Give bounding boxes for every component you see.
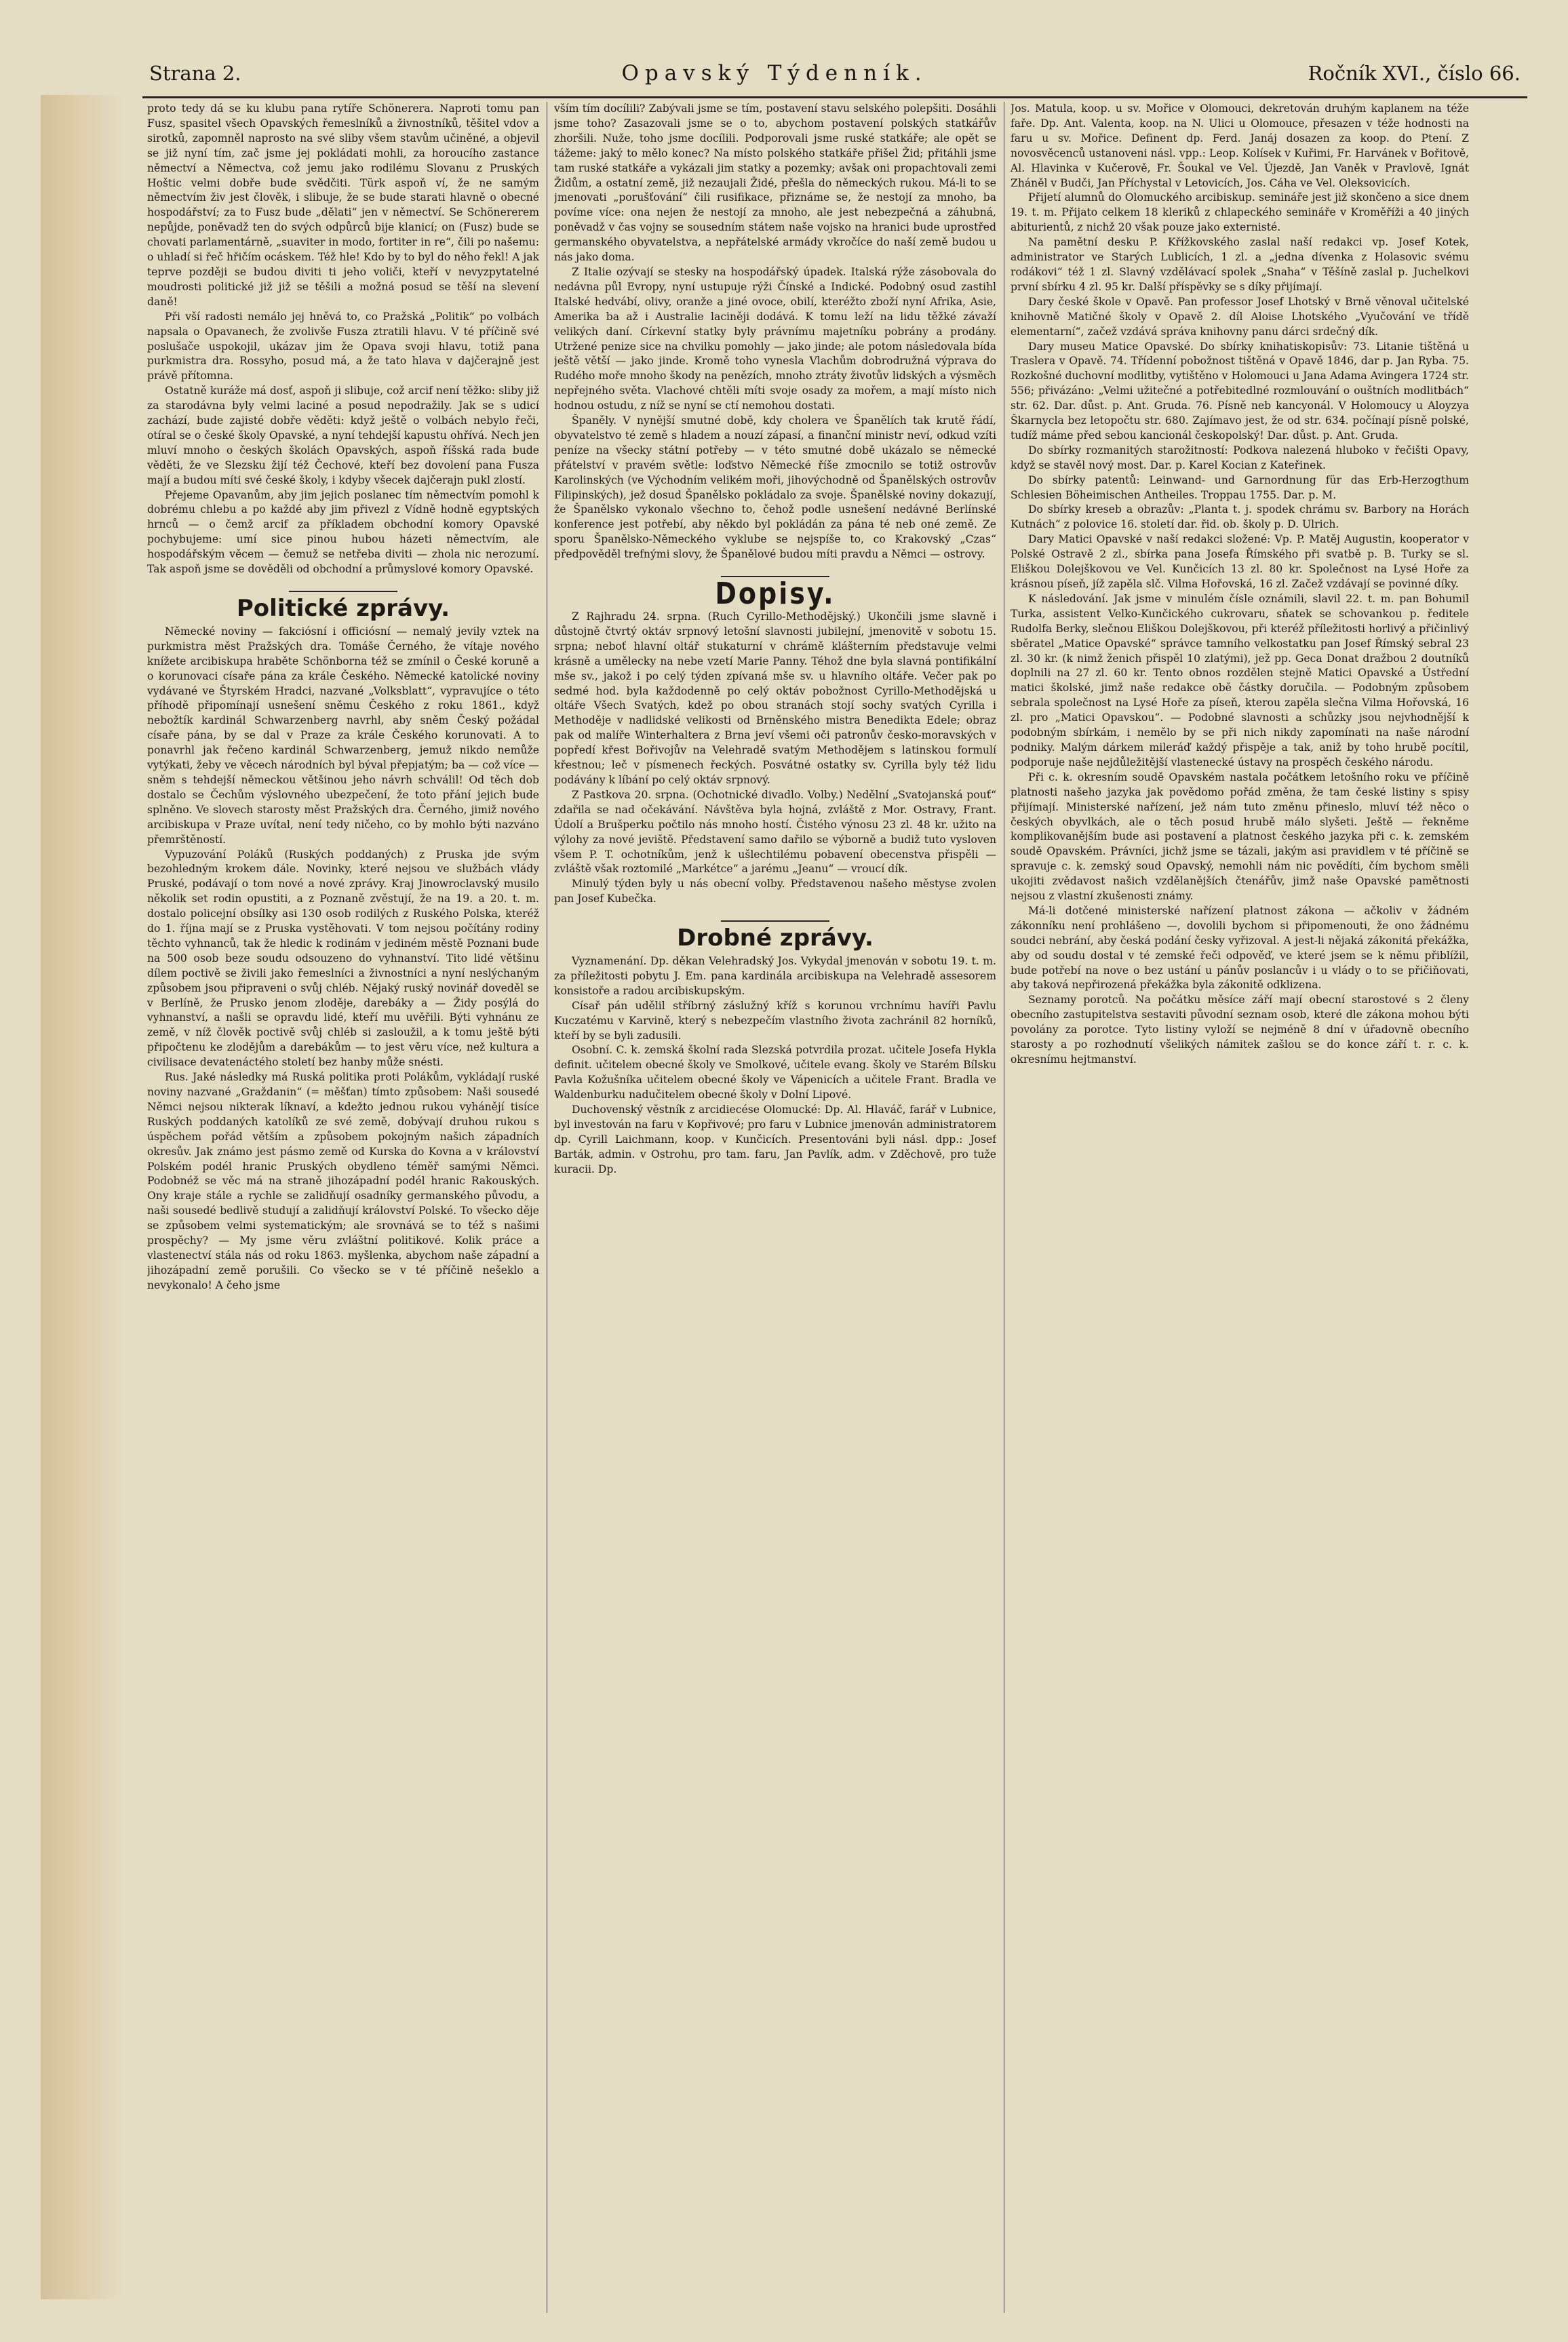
column-3 (1011, 102, 1469, 2309)
paragraph: Seznamy porotců. Na počátku měsíce září mají obecní starostové s 2 členy obecního zastupitelstva sestaviti původní seznam osob, které dle zákona mohou býti povolány za porotce. Tyto listiny vyloží se nejméně 8 dní v úřadovně obecního starosty a po rozhodnutí všelikých námitek zašlou se do konce září t. r. c. k. okresnímu hejtmanství. (1011, 994, 1469, 1066)
paragraph: Dary Matici Opavské v naší redakci složené: Vp. P. Matěj Augustin, kooperator v Polské Ostravě 2 zl., sbírka pana Josefa Římského při svatbě p. B. Turky se sl. Eliškou Dolejškovou ve Vel. Kunčicích 13 zl. 80 kr. Společnost na Lysé Hoře za krásnou píseň, jíž zapěla slč. Vilma Hořovská, 16 zl. Začež vzdávají se povinné díky. (1011, 533, 1469, 590)
paragraph: Vypuzování Poláků (Ruských poddaných) z Pruska jde svým bezohledným krokem dále. Novinky, které nejsou ve službách vlády Pruské, podávají o tom nové a nové zprávy. Kraj Jinowroclavský musilo několik set rodin opustiti, a z Poznaně zvěstují, že na 19. a 20. t. m. dostalo policejní obsílky asi 130 osob rodilých z Ruského Polska, kteréž do 1. října mají se z Pruska vystěhovati. V tom nejsou počítány rodiny těchto vyhnanců, tak že hledic k rodinám v jediném městě Poznani bude na 500 osob beze soudu odsouzeno do vyhnanství. Tito lidé většinu dílem poctivě se živili jako řemeslníci a živnostníci a nyní neslýchaným způsobem jsou připraveni o svůj chléb. Nějaký ruský novinář doveděl se v Berlíně, že Prusko jenom zloděje, darebáky a — Židy posýlá do vyhnanství, a našli se opravdu lidé, kteří mu uvěřili. Býti vyhnánu ze země, v níž člověk poctivě svůj chléb si zasloužil, a k tomu ještě býti připočtenu ke zlodějům a darebákům — to jest věru více, než kultura a civilisace devatenáctého století bez hanby může snésti. (147, 848, 539, 1069)
paragraph: Do sbírky rozmanitých starožitností: Podkova nalezená hluboko v řečišti Opavy, když se stavěl nový most. Dar. p. Karel Kocian z Kateřinek. (1011, 444, 1469, 471)
paragraph: Přijetí alumnů do Olomuckého arcibiskup. semináře jest již skončeno a sice dnem 19. t. m. Přijato celkem 18 kleriků z chlapeckého semináře v Kroměříži a 40 jiných abiturientů, z nichž 20 však pouze jako externisté. (1011, 191, 1469, 234)
paragraph: Na pamětní desku P. Křížkovského zaslal naší redakci vp. Josef Kotek, administrator ve Starých Lublicích, 1 zl. a „jedna dívenka z Holasovic svému rodákovi“ též 1 zl. Slavný vzdělávací spolek „Snaha“ v Těšíně zaslal p. Juchelkovi první sbírku 4 zl. 95 kr. Další příspěvky se s díky přijímají. (1011, 236, 1469, 293)
paragraph: Má-li dotčené ministerské nařízení platnost zákona — ačkoliv v žádném zákonníku není prohlášeno —, dovolili bychom si připomenouti, že ono žádnému soudci nebrání, aby česká podání česky vyřizoval. A jest-li nějaká zákonitá překážka, aby od soudu dostal v té zemské řeči odpověď, ve které jsem se k němu přiblížil, bude potřebí na nove o bez ustání u pánův poslancův i u vlády o to se přičiňovati, aby taková nepřirozená překážka byla zákonitě odklizena. (1011, 904, 1469, 992)
section-heading-small-news: Drobné zprávy. (677, 924, 874, 952)
section-rule (289, 591, 397, 592)
paragraph: Osobní. C. k. zemská školní rada Slezská potvrdila prozat. učitele Josefa Hykla definit. učitelem obecné školy ve Smolkové, učitele evang. školy ve Starém Bílsku Pavla Kožušníka učitelem obecné školy ve Vápenicích a učitele Frant. Bradla ve Waldenburku nadučitelem obecné školy v Dolní Lipové. (554, 1044, 996, 1101)
newspaper-title: Opavský Týdenník. (621, 61, 928, 85)
paragraph: K následování. Jak jsme v minulém čísle oznámili, slavil 22. t. m. pan Bohumil Turka, assistent Velko-Kunčického cukrovaru, sňatek se schovankou p. ředitele Rudolfa Berky, slečnou Eliškou Dolejškovou, při kteréž příležitosti horlivý a přičinlivý sběratel „Matice Opavské“ správce tamního velkostatku pan Josef Římský sebral 23 zl. 30 kr. (k nimž ženich přispěl 10 zlatými), jež pp. Geca Donat dražbou 2 doutníků doplnili na 27 zl. 60 kr. Tento obnos rozdělen stejně Matici Opavské a Ústřední matici školské, jimž naše redakce obě částky doručila. — Podobným způsobem sebrala společnost na Lysé Hoře za píseň, kterou zapěla slečna Vilma Hořovská, 16 zl. pro „Matici Opavskou“. — Podobné slavnosti a schůzky jsou nejvhodnější k podobným sbírkám, i nemělo by se při nich nikdy zapomínati na naše národní podniky. Malým dárkem mileráď každý přispěje a tak, aniž by toho hrubě pocítil, podporuje naše nejdůležitější vlastenecké ústavy na prospěch českého národu. (1011, 592, 1469, 768)
paragraph: Z Rajhradu 24. srpna. (Ruch Cyrillo-Methodějský.) Ukončili jsme slavně i důstojně čtvrtý oktáv srpnový letošní slavnosti jubilejní, jmenovitě v sobotu 15. srpna; neboť hlavní oltář stukaturní v chrámě klášterním představuje velmi krásně a uměleckу na nebe vzetí Marie Panny. Téhož dne byla slavná pontifikální mše sv., jakož i po celý týden zpívaná mše sv. u hlavního oltáře. Večer pak po sedmé hod. byla každodenně po celý oktáv pobožnost Cyrillo-Methodějská u oltáře Všech Svatých, kdež po obou stranách stojí sochy svatých Cyrilla i Methoděje v nadlidské velikosti od Brněnského mistra Benedikta Edele; obraz pak od malíře Winterhaltera z Brna jeví všemi oči patronův česko-moravských v popředí křest Bořivojův na Velehradě svatým Methodějem s latinskou formulí křestnou; leč v písmenech řeckých. Posvátné ostatky sv. Cyrilla byly též lidu podávány k líbání po celý oktáv srpnový. (554, 610, 996, 786)
paragraph: Císař pán udělil stříbrný záslužný kříž s korunou vrchnímu havíři Pavlu Kuczatému v Karvině, který s nebezpečím vlastního života zachránil 82 horníků, kteří by se byli zadusili. (554, 999, 996, 1042)
paragraph: Při c. k. okresním soudě Opavském nastala počátkem letošního roku ve příčině platnosti našeho jazyka jak povědomo pořád změna, že tam české listiny s spisy přijímají. Ministerské nařízení, jež nám tuto změnu přineslo, mluví též něco o českých obyvlkách, ale o těch posud hrubě málo slyšeti. Ještě — řekněme komplikovanějším bude asi postavení a platnost českého jazyka při c. k. zemském soudě Opavském. Právníci, jichž jsme se tázali, jakým asi pravidlem v té příčině se spravuje c. k. zemský soud Opavský, nemohli nám nic povědíti, čím bychom směli ukojiti zvědavost našich vzdělanějších čtenářův, jimž naše Opavské pamětnosti nejsou z vlastní zkušenosti známy. (1011, 770, 1469, 903)
paragraph: Do sbírky patentů: Leinwand- und Garnordnung für das Erb-Herzogthum Schlesien Böheimischen Antheiles. Troppau 1755. Dar. p. M. (1011, 473, 1469, 501)
paragraph: vším tím docílili? Zabývali jsme se tím, postavení stavu selského polepšiti. Dosáhli jsme toho? Zasazovali jsme se o to, abychom postavení polských statkářův zhoršili. Nuže, toho jsme docílili. Podporovali jsme ruské statkáře; ale opět se tážeme: jaký to mělo konec? Na místo polského statkáře přišel Žid; přitáhli jsme tam ruské statkáře a vykázali jim statky a pozemky; avšak oni propachtovali zemi Židům, a ostatní země, již nezaujali Židé, přešla do německých rukou. Má-li to se jmenovati „porušťování“ čili rusifikace, přiznáme se, že nestojí za mnoho, ba povíme více: ona nejen že nestojí za mnoho, ale jest nebezpečná a záhubná, poněvadž v čas vojny se sousedním státem naše vojsko na hranici bude uprostřed germanského obyvatelstva, a nepřátelské armády vkročíce do naší země budou u nás jako doma. (554, 102, 996, 264)
paragraph: Přejeme Opavanům, aby jim jejich poslanec tím němectvím pomohl k dobrému chlebu a po každé aby jim přivezl z Vídně hodně egyptských hrnců — o čemž arcif za příkladem obchodní komory Opavské pochybujeme: umí sice pinou hubou házeti němectvím, ale hospodářským věcem — čemuž se netřeba diviti — zhola nic nerozumí. Tak aspoň jsme se dověděli od obchodní a průmyslové komory Opavské. (147, 488, 539, 576)
paragraph: Jos. Matula, koop. u sv. Mořice v Olomouci, dekretován druhým kaplanem na téže faře. Dp. Ant. Valenta, koop. na N. Ulici u Olomouce, přesazen v téže hodnosti na faru u sv. Mořice. Definent dp. Ferd. Janáj dosazen za koop. do Ptení. Z novosvěcenců ustanoveni násl. vpp.: Leop. Kolísek v Kuřimi, Fr. Harvánek v Bořitově, Al. Hlavinka v Kučerově, Fr. Šoukal ve Vel. Újezdě, Jan Vaněk v Pravlově, Ignát Zháněl v Budči, Jan Příchystal v Letovicích, Jos. Cáha ve Vel. Oleksovicích. (1011, 102, 1469, 189)
section-heading-politics: Politické zprávy. (236, 595, 450, 622)
section-rule (721, 920, 829, 922)
column-1 (147, 102, 539, 2309)
paragraph: Dary museu Matice Opavské. Do sbírky knihatiskopisův: 73. Litanie tištěná u Traslera v Opavě. 74. Třídenní pobožnost tištěná v Opavě 1846, dar p. Jan Ryba. 75. Rozkošné duchovní modlitby, vytištěno v Holomouci u Jana Adama Avingera 1724 str. 556; přivázáno: „Velmi užitečné a potřebitedlné rozmlouvání o ouštních modlitbách“ str. 62. Dar. důst. p. Ant. Gruda. 76. Písně neb kancyonál. V Holomoucy u Aloyzya Škarnycla bez letopočtu str. 680. Zajímavo jest, že od str. 634. počínají písně polské, tudíž máme před sebou kancionál českopolský! Dar. důst. p. Ant. Gruda. (1011, 340, 1469, 442)
header-rule (142, 96, 1527, 98)
paragraph: Duchovenský věstník z arcidiecése Olomucké: Dp. Al. Hlaváč, farář v Lubnice, byl investován na faru v Kopřivové; pro faru v Lubnice jmenován administratorem dp. Cyrill Laichmann, koop. v Kunčicích. Presentováni byli násl. dpp.: Josef Barták, admin. v Ostrohu, pro tam. faru, Jan Pavlík, adm. v Zděchově, pro tuže kuracii. Dp. (554, 1104, 996, 1175)
paragraph: Vyznamenání. Dp. děkan Velehradský Jos. Vykydal jmenován v sobotu 19. t. m. za příležitosti pobytu J. Em. pana kardinála arcibiskupa na Velehradě assesorem konsistoře a radou arcibiskupským. (554, 955, 996, 997)
paragraph: Dary české škole v Opavě. Pan professor Josef Lhotský v Brně věnoval učitelské knihovně Matičné školy v Opavě 2. díl Aloise Lhotského „Vyučování ve třídě elementarní“, začež vzdává správa knihovny panu dárci srdečný dík. (1011, 295, 1469, 338)
paragraph: Rus. Jaké následky má Ruská politika proti Polákům, vykládají ruské noviny nazvané „Graždanin“ (= měšťan) tímto způsobem: Naši sousedé Němci nejsou nikterak líknaví, a kdežto jednou rukou vyhánějí tisíce Ruských poddaných katolíků ze své země, dobývají druhou rukou s úspěchem pořád větším a způsobem pokojným našich západních okresův. Jak známo jest pásmo země od Kurska do Kovna a v království Polském podél hranic Pruských obydleno téměř samými Němci. Podobnéž se věc má na straně jihozápadní podél hranic Rakouských. Ony kraje stále a rychle se zalidňují osadníky germanského původu, a naši sousedé bedlivě studují a zalidňují království Polské. To všecko děje se způsobem velmi systematickým; ale srovnává se to též s našimi prospěchy? — My jsme věru zvláštní politikové. Kolik práce a vlastenectví stála nás od roku 1863. myšlenka, abychom naše západní a jihozápadní země porušili. Co všecko se v té příčině nešeklo a nevykonalo! A čeho jsme (147, 1071, 539, 1291)
section-heading-letters: Dopisy. (715, 576, 836, 611)
paragraph: Ostatně kuráže má dosť, aspoň ji slibuje, což arcif není těžko: sliby již za starodávna byly velmi laciné a posud nepodražily. Jak se s udicí zachází, bude zajisté dobře věděti: když ještě o volbách nebylo řeči, otíral se o české školy Opavské, a nyní tehdejší kapustu ohřívá. Nech jen mluví mnoho o českých školách Opavských, aspoň říšská rada bude věděti, že ve Slezsku žijí též Čechové, kteří bez dovolení pana Fusza mají a budou míti své české školy, i kdyby všecek dajčerajn pukl zlostí. (147, 385, 539, 486)
paragraph: proto tedy dá se ku klubu pana rytíře Schönerera. Naproti tomu pan Fusz, spasitel všech Opavských řemeslníků a živnostníků, těšitel vdov a sirotků, zapomněl naprosto na své sliby všem stavům učiněné, a objevil se již nyní tím, zač jsme jej pokládati mohli, za horoucího zastance němectví a Němectva, což jemu jako rodilému Slovanu z Pruských Hoštic velmi dobře bude svědčiti. Türk aspoň ví, že ne samým němectvím živ jest člověk, i slibuje, že se bude starati hlavně o obecné hospodářství; za to Fusz bude „dělati“ jen v němectví. Se Schönererem nepůjde, poněvadž ten do svých odpůrců bije klanicí; on (Fusz) bude se chovati parlamentárně, „suaviter in modo, fortiter in re“, čili po našemu: o uhladí si řeč hřičím ocáskem. Též hle! Kdo by to byl do něho řekl! A jak teprve později se budou diviti ti jeho voliči, kteří v nevyzpytatelné moudrosti politické již již se těšili a možná posud se těší na slevení daně! (147, 102, 539, 308)
paragraph: Německé noviny — fakciósní i officiósní — nemalý jevily vztek na purkmistra měst Pražských dra. Tomáše Černého, že vítaje nového knížete arcibiskupa hraběte Schönborna též se zmínil o České koruně a o korunovaci císaře pána za krále Českého. Německé katolické noviny vydávané ve Štyrském Hradci, nazvané „Volksblatt“, vypravujíce o této příhodě připomínají usnešení sněmu Českého z roku 1861., když nebožtík kardinál Schwarzenberg navrhl, aby sněm Český požádal císaře pána, by se dal v Praze za krále Českého korunovati. A to ponavrhl jak řečeno kardinál Schwarzenberg, jemuž nikdo nemůže vytýkati, žeby ve věcech národních byl býval přepjatým; ba — což více — sněm s tehdejší německou většinou jeho návrh schválil! Od těch dob dostalo se Čechům výslovného ubezpečení, že toto přání jejich bude splněno. Ve slovech starosty měst Pražských dra. Černého, jimiž nového arcibiskupa v Praze uvítal, není tedy ničeho, co by mohlo býti nazváno přemrštěností. (147, 625, 539, 846)
paragraph: Do sbírky kreseb a obrazův: „Planta t. j. spodek chrámu sv. Barbory na Horách Kutnách“ z polovice 16. století dar. řid. ob. školy p. D. Ulrich. (1011, 503, 1469, 531)
paragraph: Z Italie ozývají se stesky na hospodářský úpadek. Italská rýže zásobovala do nedávna půl Evropy, nyní ustupuje rýži Čínské a Indické. Podobný osud zastihl Italské hedvábí, olivy, oranže a jiné ovoce, obilí, kteréžto zboží nyní Afrika, Asie, Amerika ba až i Australie laciněji dodává. K tomu leží na lidu těžké závaží velikých daní. Církevní statky byly právnímu majetníku pobrány a prodány. Utržené penize sice na chvilku pomohly — jako jinde; ale potom následovala bída ještě větší — jako jinde. Kromě toho vynesla Vlachům dobrodružná výprava do Rudého moře mnoho škody na penězích, mnoho ztráty životův lidských a výsměch nepřejného světa. Vlachové chtěli míti svoje osady za mořem, a mají místo nich hodnou ostudu, z níž se nyní se ctí nemohou dostati. (554, 265, 996, 412)
paragraph: Minulý týden byly u nás obecní volby. Představenou našeho městyse zvolen pan Josef Kubečka. (554, 878, 996, 905)
page-header (149, 53, 1521, 94)
paragraph: Z Pastkova 20. srpna. (Ochotnické divadlo. Volby.) Nedělní „Svatojanská pouť“ zdařila se nad očekávání. Návštěva byla hojná, zvláště z Mor. Ostravy, Frant. Údolí a Brušperku počtilo nás mnoho hostí. Čistého výnosu 23 zl. 48 kr. užito na výlohy za nové jeviště. Představení samo dařilo se výborně a budiž tuto vysloven všem P. T. ochotníkům, jenž k ušlechtilému pobavení obecenstva přispěli — zvláště však roztomilé „Markétce“ a jarému „Jeanu“ — vroucí dík. (554, 788, 996, 876)
issue-number: Ročník XVI., číslo 66. (1308, 62, 1521, 85)
paragraph: Při vší radosti nemálo jej hněvá to, co Pražská „Politik“ po volbách napsala o Opavanech, že zvolivše Fusza ztratili hlavu. V té příčině své poslušače uspokojil, ukázav jim že Opava svoji hlavu, totiž pana purkmistra dra. Rossyho, posud má, a že tato hlava v dajčerajně jest právě přítomna. (147, 310, 539, 383)
column-2 (554, 102, 996, 2309)
paper-edge-stain (41, 95, 122, 2299)
page-number: Strana 2. (149, 62, 241, 85)
paragraph: Španěly. V nynější smutné době, kdy cholera ve Španělích tak krutě řádí, obyvatelstvo té země s hladem a nouzí zápasí, a finanční ministr neví, odkud vzíti peníze na všecky státní potřeby — v této smutné době ukázalo se německé přátelství v pravém světle: loďstvo Německé říše zmocnilo se totiž ostrovův Karolinských (ve Východním velikém moři, jihovýchodně od Španělských ostrovův Filipinských), jež dosud Španělsko pokládalo za svoje. Španělské noviny dokazují, že Španělsko vykonalo všechno to, čehož podle usnešení nedávné Berlínské konference jest potřebí, aby někdo byl pokládán za pána té neb oné země. Ze sporu Španělsko-Německého vyklube se nejspíše to, co Krakovský „Czas“ předpověděl trefnými slovy, že Španělové budou míti pravdu a Němci — ostrovy. (554, 414, 996, 561)
